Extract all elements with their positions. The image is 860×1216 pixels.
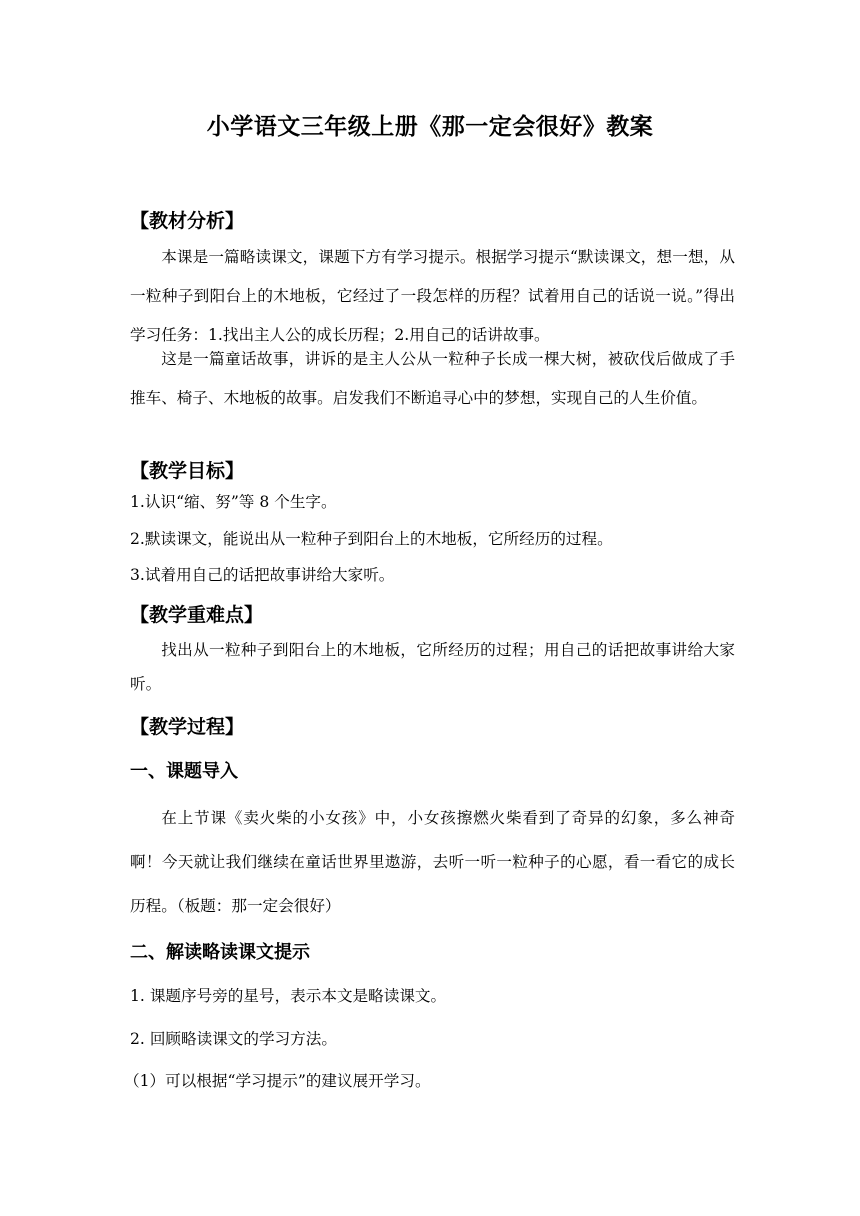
goal-item-2: 2.默读课文，能说出从一粒种子到阳台上的木地板，它所经历的过程。 — [130, 530, 613, 548]
reading-tips-item-2: 2. 回顾略读课文的学习方法。 — [130, 1030, 337, 1048]
subsection-heading-reading-tips: 二、解读略读课文提示 — [130, 942, 310, 963]
section-heading-key-points: 【教学重难点】 — [130, 604, 264, 626]
document-title: 小学语文三年级上册《那一定会很好》教案 — [206, 114, 654, 140]
goal-item-1: 1.认识“缩、努”等 8 个生字。 — [130, 493, 337, 511]
goal-item-3: 3.试着用自己的话把故事讲给大家听。 — [130, 566, 395, 584]
analysis-paragraph-1: 本课是一篇略读课文，课题下方有学习提示。根据学习提示“默读课文，想一想，从一粒种子到阳台上的木地板，它经过了一段怎样的历程？试着用自己的话说一说。”得出学习任务：1.找出主人公的成长历程；2.用自己的话讲故事。 — [130, 248, 735, 344]
section-heading-analysis: 【教材分析】 — [130, 210, 245, 232]
section-heading-goals: 【教学目标】 — [130, 460, 245, 482]
key-points-paragraph: 找出从一粒种子到阳台上的木地板，它所经历的过程；用自己的话把故事讲给大家听。 — [130, 641, 735, 693]
section-heading-process: 【教学过程】 — [130, 716, 245, 738]
reading-tips-item-3: （1）可以根据“学习提示”的建议展开学习。 — [124, 1072, 431, 1090]
analysis-paragraph-2: 这是一篇童话故事，讲诉的是主人公从一粒种子长成一棵大树，被砍伐后做成了手推车、椅子、木地板的故事。启发我们不断追寻心中的梦想，实现自己的人生价值。 — [130, 350, 735, 407]
intro-paragraph: 在上节课《卖火柴的小女孩》中，小女孩擦燃火柴看到了奇异的幻象，多么神奇啊！今天就让我们继续在童话世界里遨游，去听一听一粒种子的心愿，看一看它的成长历程。（板题：那一定会很好） — [130, 809, 735, 915]
reading-tips-item-1: 1. 课题序号旁的星号，表示本文是略读课文。 — [130, 987, 447, 1005]
subsection-heading-intro: 一、课题导入 — [130, 761, 238, 782]
